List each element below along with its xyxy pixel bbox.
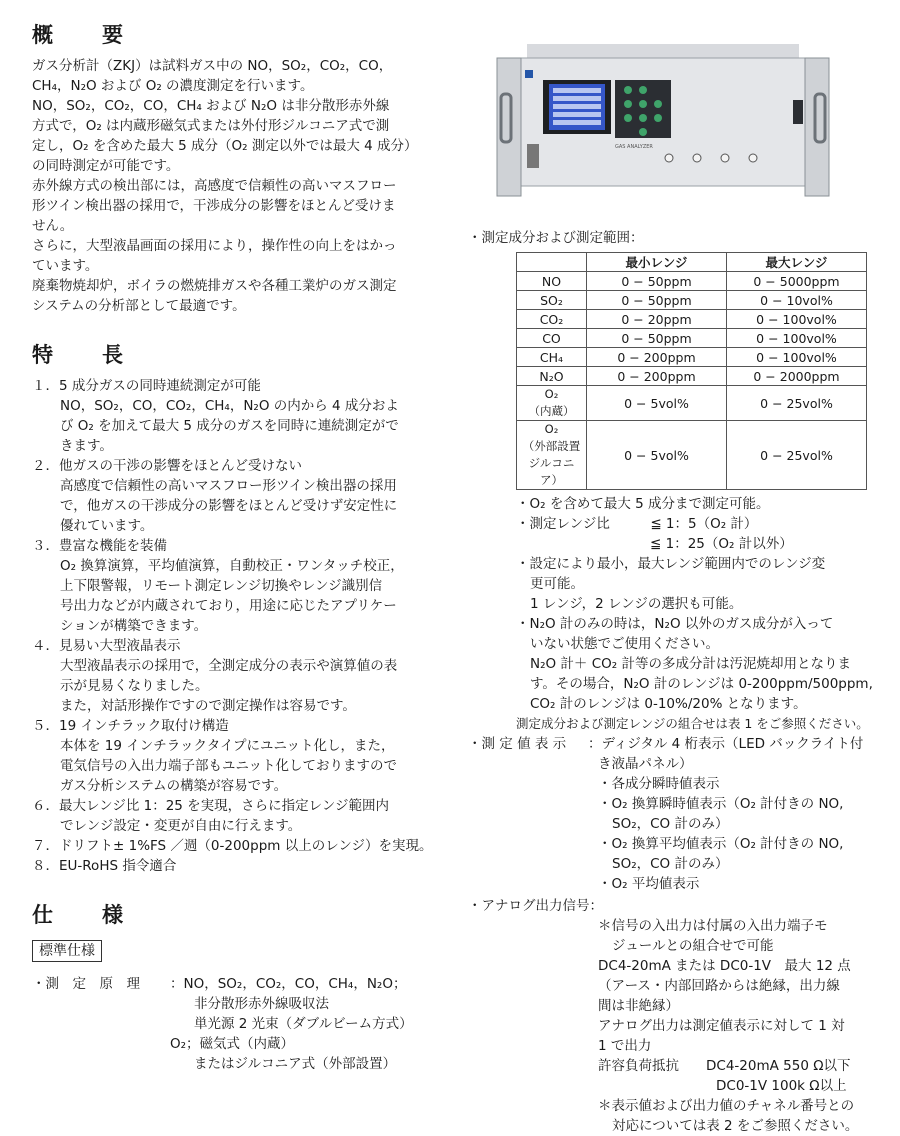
- analog-label: ・アナログ出力信号：: [468, 898, 603, 914]
- overview-line: ガス分析計（ZKJ）は試料ガス中の NO，SO₂，CO₂，CO，: [32, 58, 393, 74]
- brand-logo-icon: [525, 70, 533, 78]
- comp-note: （内蔵）: [528, 404, 575, 418]
- note-line: ・測定レンジ比 ≦ 1：5（O₂ 計）: [516, 516, 758, 532]
- table-cell-max: 0 − 2000ppm: [727, 367, 867, 386]
- feature-head: ２．他ガスの干渉の影響をほとんど受けない: [32, 458, 302, 474]
- feature-item: [32, 836, 442, 856]
- feature-head: ８．EU-RoHS 指令適合: [32, 858, 177, 874]
- table-cell-min: 0 − 200ppm: [587, 348, 727, 367]
- table-cell-min: 0 − 200ppm: [587, 367, 727, 386]
- gas-analyzer-photo: [497, 44, 829, 196]
- table-cell-comp: N₂O: [517, 367, 587, 386]
- table-cell-comp: [517, 386, 587, 421]
- table-cell-comp: NO: [517, 272, 587, 291]
- analog-line: 対応については表 2 をご参照ください。: [612, 1118, 859, 1134]
- table-cell-comp: [517, 421, 587, 490]
- feature-body-line: NO，SO₂，CO，CO₂，CH₄，N₂O の内から 4 成分およ: [60, 398, 399, 414]
- range-notes: [468, 494, 888, 734]
- feature-body-line: 示が見易くなりました。: [60, 678, 209, 694]
- ranges-table: [516, 252, 867, 490]
- table-cell-min: 0 − 50ppm: [587, 329, 727, 348]
- overview-line: 方式で，O₂ は内蔵形磁気式または外付形ジルコニア式で測: [32, 118, 390, 134]
- note-line: 測定成分および測定レンジの組合せは表 1 をご参照ください。: [516, 716, 869, 731]
- table-cell-max: 0 − 100vol%: [727, 310, 867, 329]
- feature-item: [32, 796, 442, 836]
- table-cell-comp: CO: [517, 329, 587, 348]
- display-line: ・各成分瞬時値表示: [598, 776, 720, 792]
- table-cell-min: 0 − 20ppm: [587, 310, 727, 329]
- table-row: [517, 272, 867, 291]
- table-cell-max: 0 − 100vol%: [727, 329, 867, 348]
- feature-body-line: び O₂ を加えて最大 5 成分のガスを同時に連続測定がで: [60, 418, 399, 434]
- display-block: [468, 734, 888, 894]
- display-row: [468, 734, 888, 754]
- side-vent-icon: [793, 100, 803, 124]
- table-cell-min: 0 − 5vol%: [587, 386, 727, 421]
- table-row: [517, 291, 867, 310]
- display-line: き液晶パネル）: [598, 756, 693, 772]
- analog-line: アナログ出力は測定値表示に対して 1 対: [598, 1018, 845, 1034]
- feature-item: [32, 376, 442, 456]
- overview-line: ています。: [32, 258, 99, 274]
- feature-item: [32, 856, 442, 876]
- table-header-cell: 最大レンジ: [727, 253, 867, 272]
- table-cell-min: 0 − 5vol%: [587, 421, 727, 490]
- analog-line: 1 で出力: [598, 1038, 652, 1054]
- power-switch-icon: [527, 144, 539, 168]
- note-line: す。その場合，N₂O 計のレンジは 0-200ppm/500ppm,: [530, 676, 873, 692]
- feature-body-line: 上下限警報，リモート測定レンジ切換やレンジ識別信: [60, 578, 383, 594]
- overview-line: 定し，O₂ を含めた最大 5 成分（O₂ 測定以外では最大 4 成分）: [32, 138, 418, 154]
- note-line: ・N₂O 計のみの時は，N₂O 以外のガス成分が入って: [516, 616, 834, 632]
- feature-body-line: 大型液晶表示の採用で，全測定成分の表示や演算値の表: [60, 658, 398, 674]
- analog-line: （アース・内部回路からは絶縁，出力線: [598, 978, 840, 994]
- comp-name: O₂: [544, 422, 559, 436]
- note-line: 1 レンジ，2 レンジの選択も可能。: [530, 596, 743, 612]
- overview-line: 赤外線方式の検出部には，高感度で信頼性の高いマスフロー: [32, 178, 397, 194]
- feature-item: [32, 456, 442, 536]
- feature-head: ５．19 インチラック取付け構造: [32, 718, 229, 734]
- analog-line: ジュールとの組合せで可能: [612, 938, 774, 954]
- analog-line: DC4-20mA または DC0-1V 最大 12 点: [598, 958, 851, 974]
- left-column: [32, 22, 442, 1074]
- standard-spec-label: 標準仕様: [32, 940, 102, 962]
- features-list: [32, 376, 442, 876]
- feature-head: ４．見易い大型液晶表示: [32, 638, 181, 654]
- feature-item: [32, 716, 442, 796]
- comp-note: ジルコニア）: [528, 456, 575, 487]
- note-line: いない状態でご使用ください。: [530, 636, 719, 652]
- feature-head: ７．ドリフト± 1%FS ／週（0-200ppm 以上のレンジ）を実現。: [32, 838, 433, 854]
- right-column: [468, 228, 888, 1136]
- principle-line: 非分散形赤外線吸収法: [194, 996, 329, 1012]
- feature-body-line: きます。: [60, 438, 113, 454]
- analog-line: DC0-1V 100k Ω以上: [716, 1078, 847, 1094]
- table-row: [517, 310, 867, 329]
- overview-line: NO，SO₂，CO₂，CO，CH₄ および N₂O は非分散形赤外線: [32, 98, 390, 114]
- feature-body-line: 本体を 19 インチラックタイプにユニット化し，また，: [60, 738, 395, 754]
- table-row: [517, 421, 867, 490]
- feature-head: ６．最大レンジ比 1：25 を実現，さらに指定レンジ範囲内: [32, 798, 389, 814]
- overview-line: さらに，大型液晶画面の採用により，操作性の向上をはかっ: [32, 238, 397, 254]
- features-title: 特 長: [32, 343, 137, 367]
- feature-head: ３．豊富な機能を装備: [32, 538, 167, 554]
- analog-line: 間は非絶縁）: [598, 998, 679, 1014]
- feature-body-line: ションが構築できます。: [60, 618, 208, 634]
- principle-line: またはジルコニア式（外部設置）: [194, 1056, 397, 1072]
- table-row: [517, 386, 867, 421]
- overview-title: 概 要: [32, 23, 137, 47]
- comp-note: （外部設置: [522, 439, 581, 453]
- display-line: ：ディジタル 4 桁表示（LED バックライト付: [588, 736, 864, 752]
- table-cell-comp: SO₂: [517, 291, 587, 310]
- table-cell-max: 0 − 5000ppm: [727, 272, 867, 291]
- analog-line: ＊信号の入出力は付属の入出力端子モ: [598, 918, 828, 934]
- feature-body-line: でレンジ設定・変更が自由に行えます。: [60, 818, 302, 834]
- overview-line: せん。: [32, 218, 74, 234]
- display-line: ・O₂ 換算瞬時値表示（O₂ 計付きの NO,: [598, 796, 844, 812]
- table-cell-max: 0 − 25vol%: [727, 386, 867, 421]
- analog-line: ＊表示値および出力値のチャネル番号との: [598, 1098, 855, 1114]
- feature-item: [32, 536, 442, 636]
- feature-body-line: また，対話形操作ですので測定操作は容易です。: [60, 698, 356, 714]
- feature-body-line: で，他ガスの干渉成分の影響をほとんど受けず安定性に: [60, 498, 398, 514]
- analog-block: [468, 896, 888, 1136]
- table-cell-max: 0 − 25vol%: [727, 421, 867, 490]
- table-cell-max: 0 − 100vol%: [727, 348, 867, 367]
- display-line: ・O₂ 平均値表示: [598, 876, 700, 892]
- panel-label: GAS ANALYZER: [615, 144, 653, 150]
- principle-row: [32, 974, 442, 994]
- note-line: N₂O 計＋ CO₂ 計等の多成分計は汚泥焼却用となりま: [530, 656, 851, 672]
- principle-block: [32, 974, 442, 1074]
- principle-line: 単光源 2 光束（ダブルビーム方式）: [194, 1016, 413, 1032]
- spec-title: 仕 様: [32, 903, 137, 927]
- display-label: ・測 定 値 表 示: [468, 736, 567, 752]
- note-line: CO₂ 計のレンジは 0-10%/20% となります。: [530, 696, 807, 712]
- table-header-cell: 最小レンジ: [587, 253, 727, 272]
- principle-line: ：NO，SO₂，CO₂，CO，CH₄，N₂O；: [170, 976, 407, 992]
- table-row: [517, 329, 867, 348]
- table-cell-max: 0 − 10vol%: [727, 291, 867, 310]
- feature-body-line: 優れています。: [60, 518, 154, 534]
- feature-body-line: 号出力などが内蔵されており，用途に応じたアプリケー: [60, 598, 397, 614]
- note-line: ・設定により最小，最大レンジ範囲内でのレンジ変: [516, 556, 826, 572]
- principle-line: O₂；磁気式（内蔵）: [170, 1036, 295, 1052]
- display-line: ・O₂ 換算平均値表示（O₂ 計付きの NO,: [598, 836, 844, 852]
- note-line: 更可能。: [530, 576, 584, 592]
- display-line: SO₂，CO 計のみ）: [612, 856, 729, 872]
- table-cell-comp: CO₂: [517, 310, 587, 329]
- table-cell-min: 0 − 50ppm: [587, 272, 727, 291]
- table-cell-comp: CH₄: [517, 348, 587, 367]
- feature-item: [32, 636, 442, 716]
- ranges-title: ・測定成分および測定範囲：: [468, 230, 644, 246]
- feature-body-line: 電気信号の入出力端子部もユニット化しておりますので: [60, 758, 397, 774]
- note-line: ・O₂ を含めて最大 5 成分まで測定可能。: [516, 496, 770, 512]
- overview-line: 廃棄物焼却炉，ボイラの燃焼排ガスや各種工業炉のガス測定: [32, 278, 397, 294]
- overview-line: の同時測定が可能です。: [32, 158, 180, 174]
- overview-line: システムの分析部として最適です。: [32, 298, 246, 314]
- table-row: [517, 348, 867, 367]
- feature-body-line: ガス分析システムの構築が容易です。: [60, 778, 288, 794]
- feature-body-line: O₂ 換算演算，平均値演算，自動校正・ワンタッチ校正，: [60, 558, 404, 574]
- feature-head: １．5 成分ガスの同時連続測定が可能: [32, 378, 261, 394]
- overview-line: 形ツイン検出器の採用で，干渉成分の影響をほとんど受けま: [32, 198, 396, 214]
- note-line: ≦ 1：25（O₂ 計以外）: [650, 536, 793, 552]
- table-row: [517, 367, 867, 386]
- principle-label: ・測 定 原 理: [32, 976, 140, 992]
- overview-line: CH₄，N₂O および O₂ の濃度測定を行います。: [32, 78, 314, 94]
- display-line: SO₂，CO 計のみ）: [612, 816, 729, 832]
- table-cell-min: 0 − 50ppm: [587, 291, 727, 310]
- comp-name: O₂: [544, 387, 559, 401]
- table-header-row: [517, 253, 867, 272]
- feature-body-line: 高感度で信頼性の高いマスフロー形ツイン検出器の採用: [60, 478, 397, 494]
- table-header-cell: [517, 253, 587, 272]
- overview-text: [32, 56, 442, 316]
- analog-line: 許容負荷抵抗 DC4-20mA 550 Ω以下: [598, 1058, 851, 1074]
